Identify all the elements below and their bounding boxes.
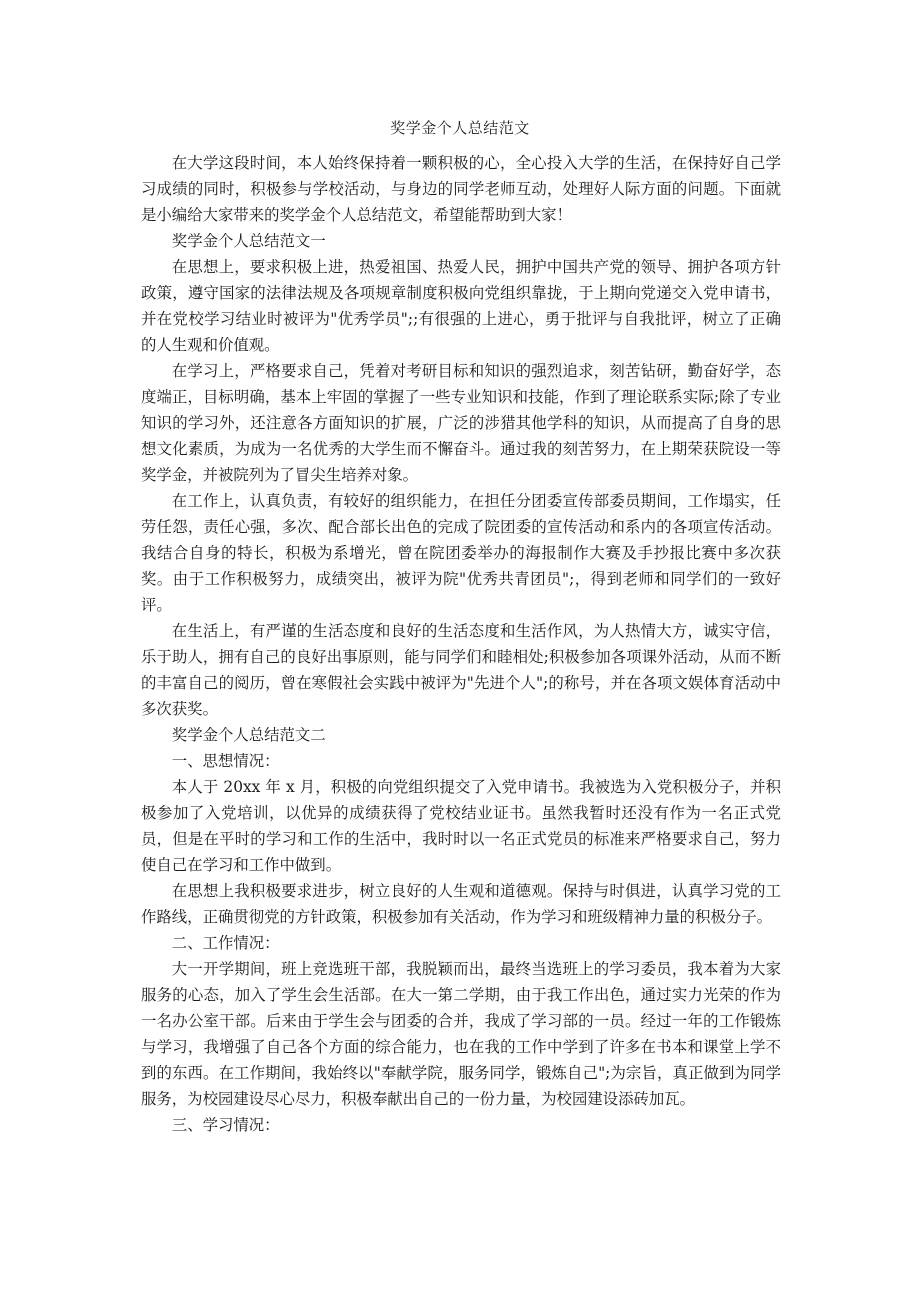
document-body <box>141 150 781 1138</box>
paragraph-life: 在生活上，有严谨的生活态度和良好的生活态度和生活作风，为人热情大方，诚实守信，乐于助人，拥有自己的良好出事原则，能与同学们和睦相处;积极参加各项课外活动，从而不断的丰富自己的阅历，曾在寒假社会实践中被评为"先进个人";的称号，并在各项文娱体育活动中多次获奖。 <box>141 622 781 718</box>
document-title: 奖学金个人总结范文 <box>390 119 530 137</box>
paragraph-party-application: 本人于 20xx 年 x 月，积极的向党组织提交了入党申请书。我被选为入党积极分子，并积极参加了入党培训，以优异的成绩获得了党校结业证书。虽然我暂时还没有作为一名正式党员，但是在平时的学习和工作的生活中，我时时以一名正式党员的标准来严格要求自己，努力使自己在学习和工作中做到。 <box>141 778 781 874</box>
subheading-study: 三、学习情况： <box>171 1116 280 1134</box>
subheading-work: 二、工作情况： <box>171 934 280 952</box>
intro-paragraph: 在大学这段时间，本人始终保持着一颗积极的心，全心投入大学的生活，在保持好自己学习成绩的同时，积极参与学校活动，与身边的同学老师互动，处理好人际方面的问题。下面就是小编给大家带来的奖学金个人总结范文，希望能帮助到大家！ <box>141 154 781 224</box>
subheading-ideology: 一、思想情况： <box>171 752 280 770</box>
paragraph-ideology-progress: 在思想上我积极要求进步，树立良好的人生观和道德观。保持与时俱进，认真学习党的工作路线，正确贯彻党的方针政策，积极参加有关活动，作为学习和班级精神力量的积极分子。 <box>141 882 781 926</box>
paragraph-ideology: 在思想上，要求积极上进，热爱祖国、热爱人民，拥护中国共产党的领导、拥护各项方针政策，遵守国家的法律法规及各项规章制度积极向党组织靠拢，于上期向党递交入党申请书，并在党校学习结业时被评为"优秀学员";;有很强的上进心，勇于批评与自我批评，树立了正确的人生观和价值观。 <box>141 258 781 354</box>
paragraph-work: 在工作上，认真负责，有较好的组织能力，在担任分团委宣传部委员期间，工作塌实，任劳任怨，责任心强，多次、配合部长出色的完成了院团委的宣传活动和系内的各项宣传活动。我结合自身的特长，积极为系增光，曾在院团委举办的海报制作大赛及手抄报比赛中多次获奖。由于工作积极努力，成绩突出，被评为院"优秀共青团员";，得到老师和同学们的一致好评。 <box>141 492 781 614</box>
paragraph-work-experience: 大一开学期间，班上竞选班干部，我脱颖而出，最终当选班上的学习委员，我本着为大家服务的心态，加入了学生会生活部。在大一第二学期，由于我工作出色，通过实力光荣的作为一名办公室干部。后来由于学生会与团委的合并，我成了学习部的一员。经过一年的工作锻炼与学习，我增强了自己各个方面的综合能力，也在我的工作中学到了许多在书本和课堂上学不到的东西。在工作期间，我始终以"奉献学院，服务同学，锻炼自己";为宗旨，真正做到为同学服务，为校园建设尽心尽力，积极奉献出自己的一份力量，为校园建设添砖加瓦。 <box>141 960 781 1108</box>
section-heading-essay-two: 奖学金个人总结范文二 <box>171 726 326 744</box>
paragraph-study: 在学习上，严格要求自己，凭着对考研目标和知识的强烈追求，刻苦钻研，勤奋好学，态度端正，目标明确，基本上牢固的掌握了一些专业知识和技能，作到了理论联系实际;除了专业知识的学习外，还注意各方面知识的扩展，广泛的涉猎其他学科的知识，从而提高了自身的思想文化素质，为成为一名优秀的大学生而不懈奋斗。通过我的刻苦努力，在上期荣获院设一等奖学金，并被院列为了冒尖生培养对象。 <box>141 362 781 484</box>
section-heading-essay-one: 奖学金个人总结范文一 <box>171 232 326 250</box>
